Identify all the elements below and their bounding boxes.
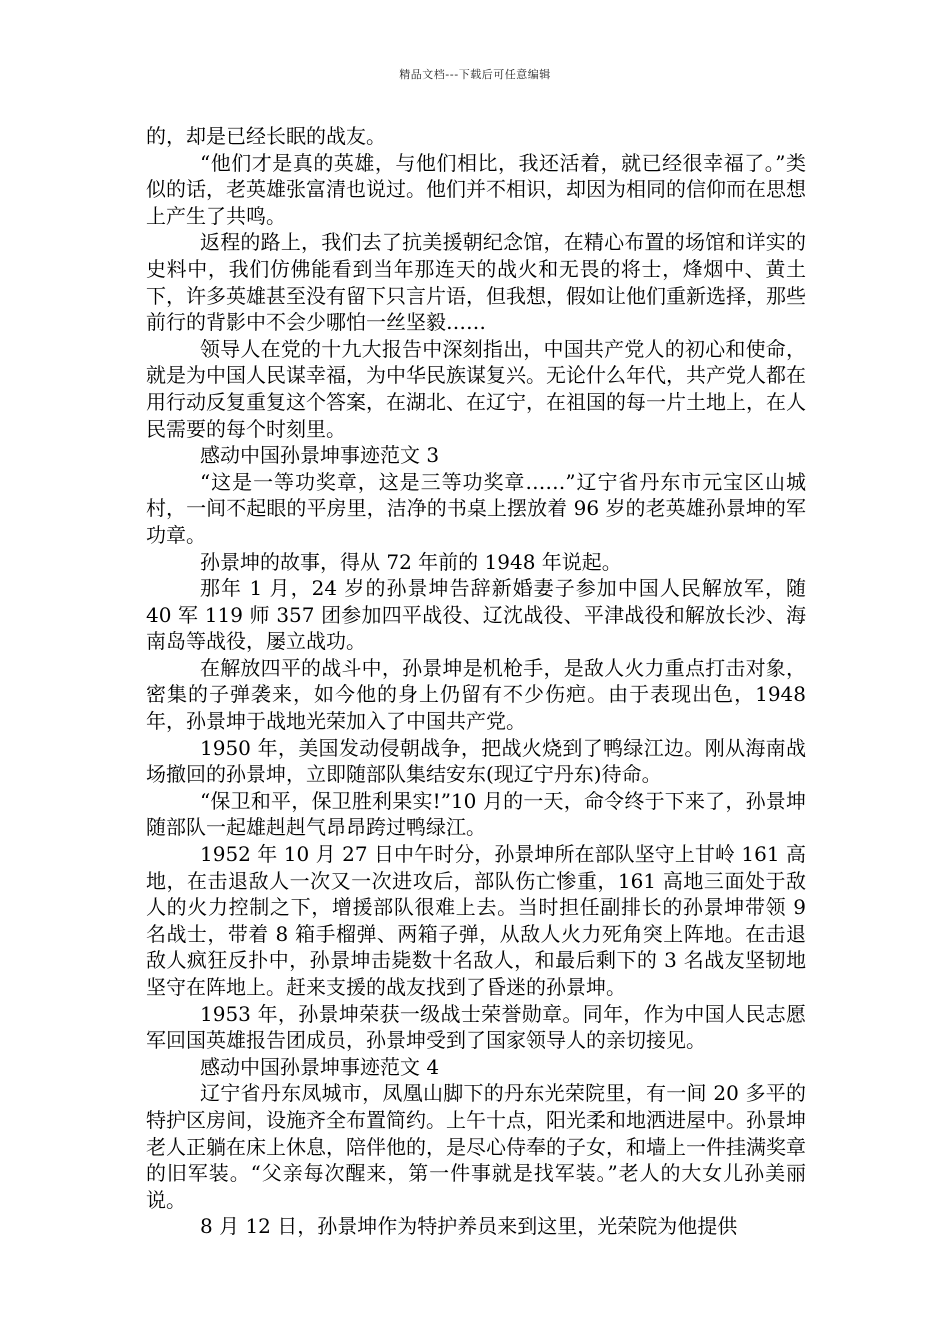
document-body: [146, 123, 806, 1240]
section-heading: 感动中国孙景坤事迹范文 4: [200, 1054, 440, 1079]
paragraph: “保卫和平，保卫胜利果实!”10 月的一天，命令终于下来了，孙景坤随部队一起雄赳赳气昂昂跨过鸭绿江。: [146, 788, 806, 840]
paragraph: 1952 年 10 月 27 日中午时分，孙景坤所在部队坚守上甘岭 161 高地，在击退敌人一次又一次进攻后，部队伤亡惨重，161 高地三面处于敌人的火力控制之下，增援部队很难上去。当时担任副排长的孙景坤带领 9 名战士，带着 8 箱手榴弹、两箱子弹，从敌人火力死角突上阵地。在击退敌人疯狂反扑中，孙景坤击毙数十名敌人，和最后剩下的 3 名战友坚韧地坚守在阵地上。赶来支援的战友找到了昏迷的孙景坤。: [146, 842, 806, 999]
paragraph: 1950 年，美国发动侵朝战争，把战火烧到了鸭绿江边。刚从海南战场撤回的孙景坤，立即随部队集结安东(现辽宁丹东)待命。: [146, 735, 806, 787]
paragraph: 孙景坤的故事，得从 72 年前的 1948 年说起。: [200, 549, 622, 574]
paragraph: 8 月 12 日，孙景坤作为特护养员来到这里，光荣院为他提供: [200, 1214, 738, 1239]
paragraph: 那年 1 月，24 岁的孙景坤告辞新婚妻子参加中国人民解放军，随 40 军 119 师 357 团参加四平战役、辽沈战役、平津战役和解放长沙、海南岛等战役，屡立战功。: [146, 576, 806, 654]
paragraph: “这是一等功奖章，这是三等功奖章……”辽宁省丹东市元宝区山城村，一间不起眼的平房里，洁净的书桌上摆放着 96 岁的老英雄孙景坤的军功章。: [146, 469, 806, 547]
page-header: 精品文档---下载后可任意编辑: [399, 68, 551, 81]
section-heading: 感动中国孙景坤事迹范文 3: [200, 443, 440, 468]
paragraph: 领导人在党的十九大报告中深刻指出，中国共产党人的初心和使命，就是为中国人民谋幸福，为中华民族谋复兴。无论什么年代，共产党人都在用行动反复重复这个答案，在湖北、在辽宁，在祖国的每一片土地上，在人民需要的每个时刻里。: [146, 336, 806, 441]
paragraph: 辽宁省丹东凤城市，凤凰山脚下的丹东光荣院里，有一间 20 多平的特护区房间，设施齐全布置简约。上午十点，阳光柔和地洒进屋中。孙景坤老人正躺在床上休息，陪伴他的，是尽心侍奉的子女，和墙上一件挂满奖章的旧军装。“父亲每次醒来，第一件事就是找军装。”老人的大女儿孙美丽说。: [146, 1081, 806, 1212]
paragraph: 的，却是已经长眠的战友。: [146, 124, 386, 148]
paragraph: 在解放四平的战斗中，孙景坤是机枪手，是敌人火力重点打击对象，密集的子弹袭来，如今他的身上仍留有不少伤疤。由于表现出色，1948 年，孙景坤于战地光荣加入了中国共产党。: [146, 655, 806, 734]
paragraph: 返程的路上，我们去了抗美援朝纪念馆，在精心布置的场馆和详实的史料中，我们仿佛能看到当年那连天的战火和无畏的将士，烽烟中、黄土下，许多英雄甚至没有留下只言片语，但我想，假如让他们重新选择，那些前行的背影中不会少哪怕一丝坚毅……: [146, 230, 806, 335]
paragraph: 1953 年，孙景坤荣获一级战士荣誉勋章。同年，作为中国人民志愿军回国英雄报告团成员，孙景坤受到了国家领导人的亲切接见。: [146, 1001, 806, 1053]
paragraph: “他们才是真的英雄，与他们相比，我还活着，就已经很幸福了。”类似的话，老英雄张富清也说过。他们并不相识，却因为相同的信仰而在思想上产生了共鸣。: [146, 150, 806, 228]
